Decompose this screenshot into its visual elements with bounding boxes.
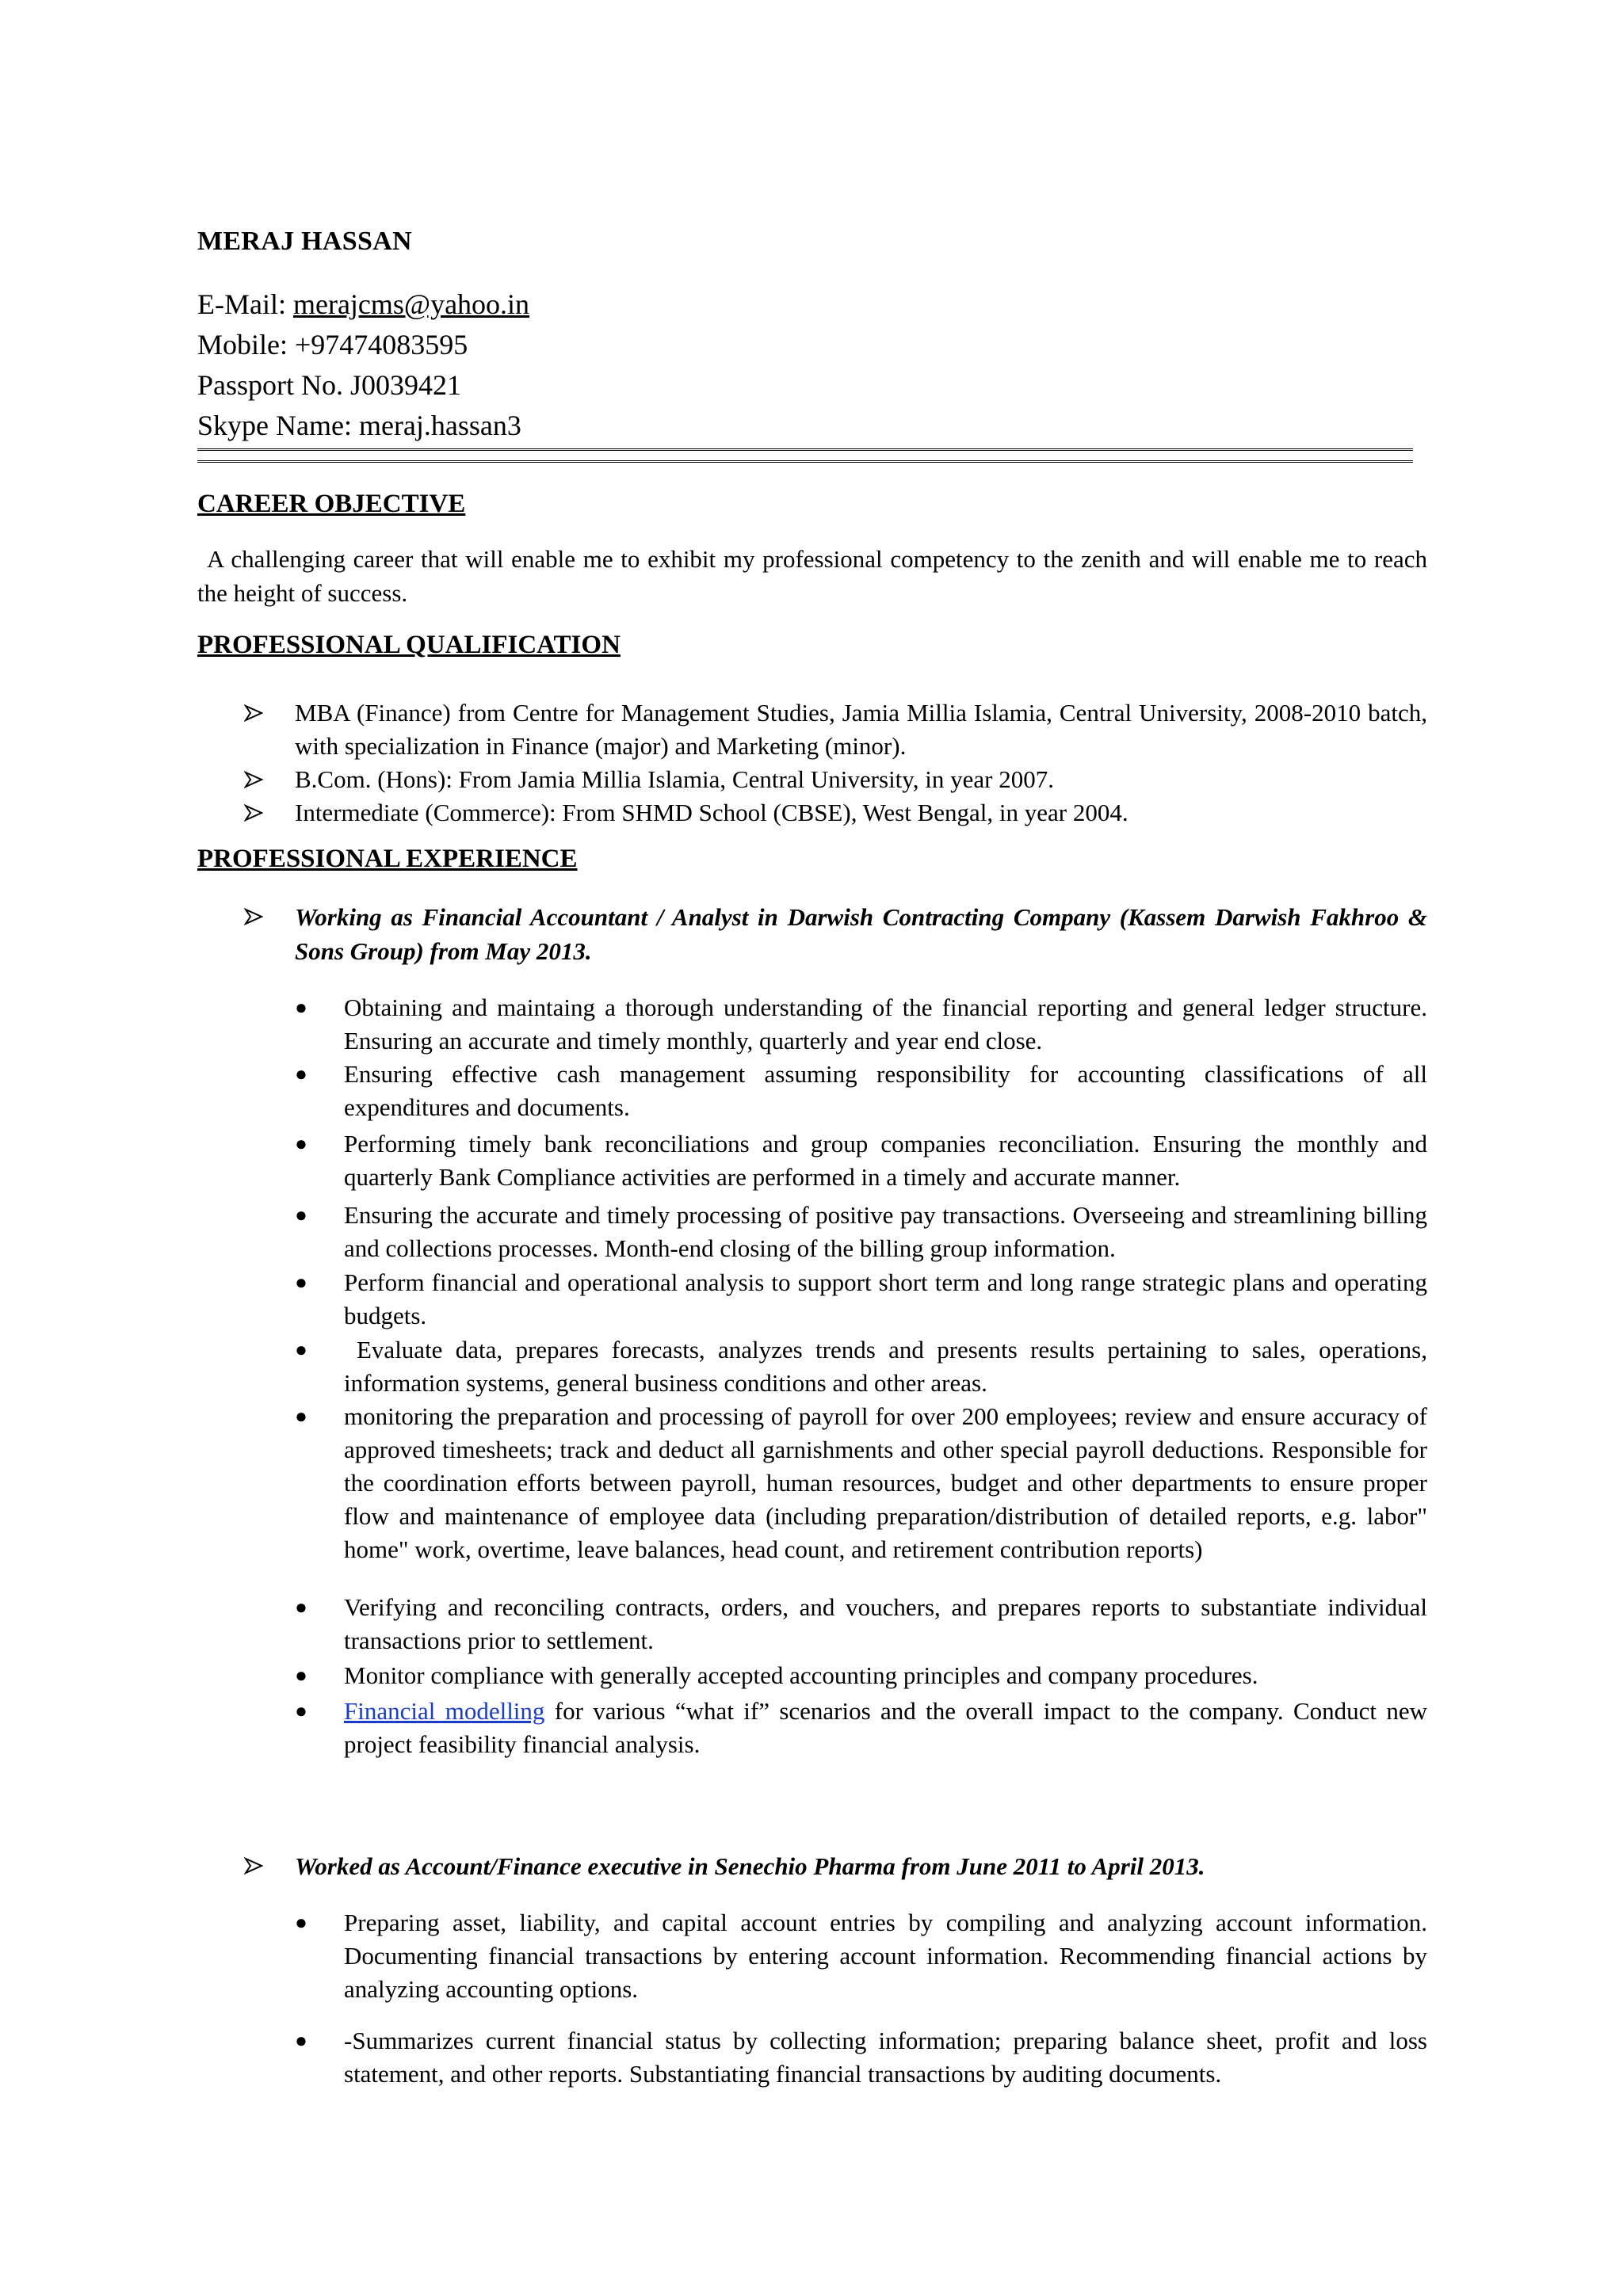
bullet-dot-icon: ● [295, 1911, 307, 1934]
bullet-dot-icon: ● [295, 1132, 307, 1155]
experience-heading: PROFESSIONAL EXPERIENCE [197, 845, 578, 873]
bullet-dot-icon: ● [295, 1203, 307, 1226]
financial-modelling-link[interactable]: Financial modelling [344, 1697, 545, 1725]
separator-rule [197, 448, 1413, 463]
email-line [197, 288, 529, 321]
arrow-bullet-icon [244, 900, 268, 934]
bullet-dot-icon: ● [295, 2029, 307, 2052]
mobile-line: Mobile: +97474083595 [197, 329, 468, 360]
arrow-bullet-icon [244, 763, 268, 796]
passport-line: Passport No. J0039421 [197, 369, 462, 401]
bullet-dot-icon: ● [295, 1062, 307, 1085]
arrow-bullet-icon [244, 696, 268, 730]
skype-line: Skype Name: meraj.hassan3 [197, 410, 521, 441]
bullet-dot-icon: ● [295, 1271, 307, 1294]
career-objective-text: A challenging career that will enable me to exhibit my professional competency to the zenith and will enable me to reach the height of success. [197, 545, 1427, 607]
arrow-bullet-icon [244, 1849, 268, 1883]
bullet-dot-icon: ● [295, 1596, 307, 1619]
email-link[interactable]: merajcms@yahoo.in [292, 288, 530, 320]
bullet-dot-icon: ● [295, 1664, 307, 1687]
bullet-dot-icon: ● [295, 996, 307, 1019]
bullet-dot-icon: ● [295, 1699, 307, 1722]
qualification-heading: PROFESSIONAL QUALIFICATION [197, 631, 621, 659]
career-objective-heading: CAREER OBJECTIVE [197, 490, 466, 518]
bullet-dot-icon: ● [295, 1405, 307, 1428]
arrow-bullet-icon [244, 796, 268, 830]
bullet-dot-icon: ● [295, 1338, 307, 1361]
email-label: E-Mail: [197, 288, 293, 320]
candidate-name: MERAJ HASSAN [197, 227, 412, 256]
resume-page: MERAJ HASSAN E-Mail: merajcms@yahoo.in Mobile: +97474083595 Passport No. J0039421 Skype Name: meraj.hassan3 CAREER OBJECTIVE A challenging career that will enable me to exhibit my professional competency to the zenith and will enable me to reach the height of success. PROFESSIONAL QUALIFICATION MBA (Finance) from Centre for Management Studies, Jamia Millia Islamia, Central University, 2008-2010 batch, with specialization in Finance (major) and Marketing (minor). B.Com. (Hons): From Jamia Millia Islamia, Central University, in year 2007. Intermediate (Commerce): From SHMD School (CBSE), West Bengal, in year 2004. PROFESSIONAL EXPERIENCE Working as Financial Accountant / Analyst in Darwish Contracting Company (Kassem Darwish Fakhroo & Sons Group) from May 2013. ● Obtaining and maintaing a thorough understanding of the financial reporting and general ledger structure. Ensuring an accurate and timely monthly, quarterly and year end close. ● Ensuring effective cash management assuming responsibility for accounting classifications of all expenditures and documents. ● Performing timely bank reconciliations and group companies reconciliation. Ensuring the monthly and quarterly Bank Compliance activities are performed in a timely and accurate manner. ● Ensuring the accurate and timely processing of positive pay transactions. Overseeing and streamlining billing and collections processes. Month-end closing of the billing group information. ● Perform financial and operational analysis to support short term and long range strategic plans and operating budgets. ● Evaluate data, prepares forecasts, analyzes trends and presents results pertaining to sales, operations, information systems, general business conditions and other areas. ● monitoring the preparation and processing of payroll for over 200 employees; review and ensure accuracy of approved timesheets; track and deduct all garnishments and other special payroll deductions. Responsible for the coordination efforts between payroll, human resources, budget and other departments to ensure proper flow and maintenance of employee data (including preparation/distribution of detailed reports, e.g. labor" home" work, overtime, leave balances, head count, and retirement contribution reports) ● Verifying and reconciling contracts, orders, and vouchers, and prepares reports to substantiate individual transactions prior to settlement. ● Monitor compliance with generally accepted accounting principles and company procedures. ● Financial modelling for various “what if” scenarios and the overall impact to the company. Conduct new project feasibility financial analysis. Worked as Account/Finance executive in Senechio Pharma from June 2011 to April 2013. ● Preparing asset, liability, and capital account entries by compiling and analyzing account information. Documenting financial transactions by entering account information. Recommending financial actions by analyzing accounting options. ● -Summarizes current financial status by collecting information; preparing balance sheet, profit and loss statement, and other reports. Substantiating financial transactions by auditing documents. [197, 227, 1427, 2088]
